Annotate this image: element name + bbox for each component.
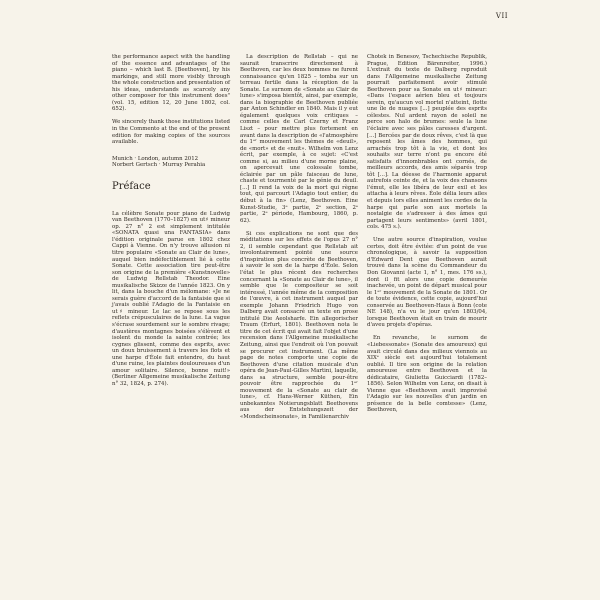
paragraph-2: Une autre source d'inspiration, voulue certes, doit être évitée: d'un point de vue chronologique, à savoir la supposition d'Edward Dent que Beethoven aurait trouvé dans la scène du Commandeur du Don Giovanni (acte 1, n° 1, mes. 176 ss.), dont il fit alors une copie demeurée inachevée, un point de départ musical pour le 1ᵉʳ mouvement de la Sonate de 1801. Or de toute évidence, cette copie, aujourd'hui conservée au Beethoven-Haus à Bonn (cote NE 148), n'a vu le jour qu'en 1803/04, lorsque Beethoven était en train de mourir d'aveu projets d'opéras. (367, 237, 487, 329)
column-right (367, 54, 487, 420)
paragraph-1: Chotek in Benesov, Tschechische Republik, Prague, Edition Bärenreiter, 1996.) L'extrait du texte de Dalberg reproduit dans l'Allgemeine musikalische Zeitung pourrait parfaitement avoir stimulé Beethoven pour sa Sonate en ut♯ mineur: «Dans l'espace aérien bleu et toujours serein, qu'aucun vol mortel n'atteint, flotte une île de nuages [...] peuplée des esprits célestes. Nul ardent rayon de soleil ne perce son halo de brumes: seule la lune l'éclaire avec ses pâles caresses d'argent. [...] Bercées par de doux rêves, c'est là que reposent les âmes des hommes, qui arrachés trop tôt à la vie, et dont les souhaits sur terre n'ont pu encore été satisfaits d'innombrables ont cornés, de meilleurs accords, des amis séparés trop tôt [...]. La déesse de l'harmonie apparut autrefois ceinte de, et la voix des chansons l'émut, elle les libéra de leur exil et les attacha à leurs rêves. Éole délia leurs ailes et depuis lors elles animent les cordes de la harpe qui parle son aux mortels la nostalgie de s'adresser à des âmes qui partagent leurs sentiments» (avril 1801, cols. 475 s.). (367, 54, 487, 231)
preface-paragraph: La célèbre Sonate pour piano de Ludwig van Beethoven (1770–1827) en ut♯ mineur op. 27 n° 2 est simplement intitulée «SONATA quasi una FANTASIA» dans l'édition originale parue en 1802 chez Cappi à Vienne. On n'y trouve allusion ni titre populaire «Sonate au Clair de lune», auquel bien indéfectiblement lié à cette Sonate. Cette association tire peut-être son origine de la première «Kunstnovelle» de Ludwig Rellstab Theodor. Eine musikalische Skizze de l'année 1823. On y lit, dans la bouche d'un mélomane: «Je ne serais guère d'accord de la fantaisie que si j'avais oublié l'Adagio de la Fantaisie en ut♯ mineur. Le lac se repose sous les reflets crépusculaires de la lune. La vague s'écrase sourdement sur le sombre rivage; d'austères montagnes boisées s'élèvent et isolent du monde la sainte contrée; les cygnes glissent, comme des esprits, avec un doux bruissement à travers les flots et une harpe d'Éole fait entendre, du haut d'une ruine, les plaintes douloureuses d'un amour solitaire. Silence, bonne nuit!» (Berliner Allgemeine musikalische Zeitung n° 32, 1824, p. 274). (112, 210, 230, 387)
column-middle (240, 54, 358, 427)
paragraph-1: La description de Rellstab – qui ne saurait transcrire directement à Beethoven, car les deux hommes ne furent connaissance qu'en 1825 – tomba sur un terreau fertile dans la réception de la Sonate. Le surnom de «Sonate au Clair de lune» s'imposa bientôt, ainsi, par exemple, dans la biographie de Beethoven publiée par Anton Schindler en 1840. Mais il y eut également quelques voix critiques – comme celles de Carl Czerny et Franz Liszt – pour mettre plus fortement en avant dans la description de «l'atmosphère du 1ᵉʳ mouvement les thèmes de «deuil», de «mort» et de «nuit». Wilhelm von Lenz écrit, par exemple, à ce sujet: «C'est comme si, au milieu d'une morne plaine, on apercevait une colossale tombe, éclairée par un pâle faisceau de lune, chaste et tourmenté par le génie du deuil. [...] Il rend la voix de la mort qui règne tout, qui parcourt l'Adagio tout entier, du début à la fin» (Lenz, Beethoven. Eine Kunst-Studie, 3ᵉ partie, 2ᵉ section, 2ᵉ partie, 2ᵉ période, Hambourg, 1860, p. 62). (240, 54, 358, 224)
page-number: VII (495, 12, 508, 20)
place-date: Munich · London, autumn 2012 (112, 155, 199, 162)
column-left (112, 54, 230, 394)
editors: Norbert Gertsch · Murray Perahia (112, 162, 206, 169)
signature-block (112, 156, 230, 169)
paragraph-1: the performance aspect with the handling of the essence and advantages of the piano – which last B. [Beethoven], by his markings, and still more visibly through the whole construction and presentation of his ideas, understands as scarcely any other composer for this instrument does" (vol. 15, edition 12, 20 June 1802, col. 652). (112, 54, 230, 113)
paragraph-2: Si ces explications ne sont que des méditations sur les effets de l'opus 27 n° 2, il semble cependant que Rellstab ait involontairement pointé une source d'inspiration plus concrète de Beethoven, à savoir le son de la harpe d'Éole. Selon l'état le plus récent des recherches concernant la «Sonate au Clair de lune», il semble que le compositeur se soit intéressé, l'année même de la composition de l'œuvre, à cet instrument auquel par exemple Johann Friedrich Hugo von Dalberg avait consacré un texte en prose intitulé Die Aeolsharfe. Ein allegorischer Traum (Erfurt, 1801). Beethoven nota le titre de cet écrit qui avait fait l'objet d'une recension dans l'Allgemeine musikalische Zeitung, ainsi que l'endroit où l'on pouvait se procurer cet instrument. (La même page de notes comporte une copie de Beethoven d'une citation musicale d'un opéra de Jean-Paul-Gilles Martini, laquelle, dans sa structure, semble pour-être pouvoir être rapprochée du 1ᵉʳ mouvement de la «Sonate au clair de lune», cf. Hans-Werner Küthen, Ein unbekanntes Notierungsblatt Beethovens aus der Entstehungszeit der «Mondscheinsonate», in Familienarchiv (240, 230, 358, 421)
section-title: Préface (112, 180, 151, 192)
paragraph-2: We sincerely thank those institutions listed in the Commento at the end of the present edition for making copies of the sources available. (112, 119, 230, 146)
paragraph-3: En revanche, le surnom de «Liebessonate» (Sonate des amoureux) qui avait circulé dans des milieux viennois au XIXᵉ siècle est aujourd'hui totalement oublié. Il tire son origine de la relation amoureuse entre Beethoven et la dédicataire, Giulietta Guicciardi (1782–1856). Selon Wilhelm von Lenz, on disait à Vienne que «Beethoven avait improvisé l'Adagio sur les nouvelles d'un jardin en présence de la belle comtesse» (Lenz, Beethoven, (367, 335, 487, 414)
